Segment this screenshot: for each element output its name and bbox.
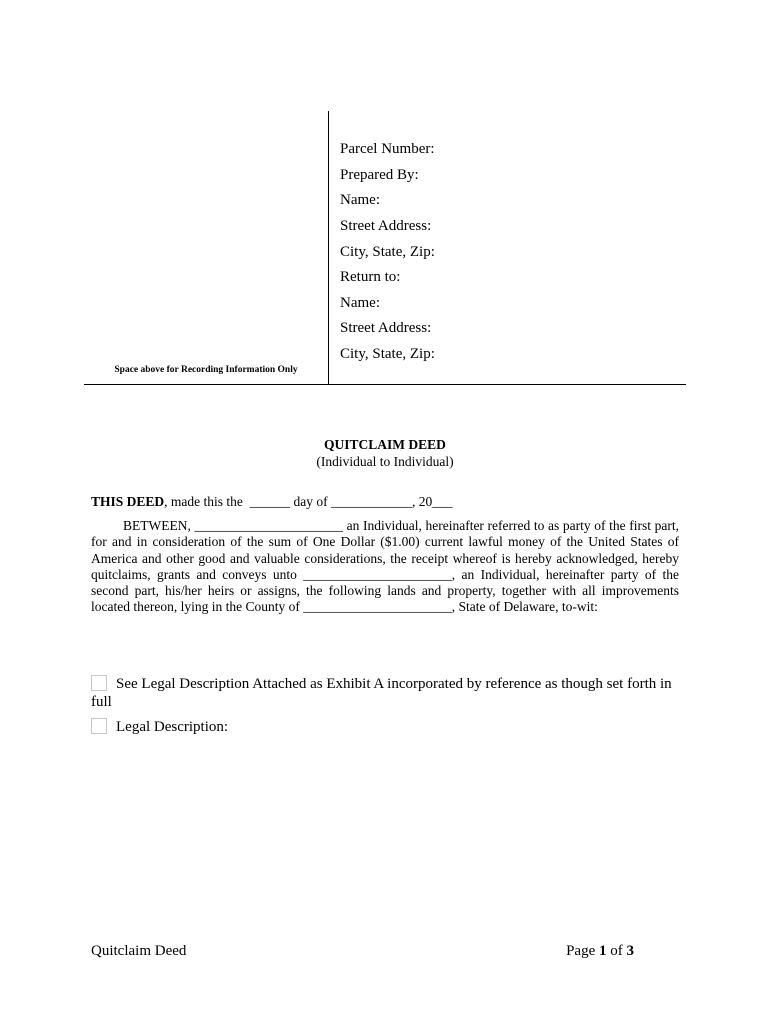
legal-description-checkbox[interactable] [91, 718, 107, 734]
deed-body-paragraph: BETWEEN, ______________________ an Individual, hereinafter referred to as party of the first part, for and in consideration of the sum of One Dollar ($1.00) current lawful money of the United States of America and other good and valuable considerations, the receipt whereof is hereby acknowledged, hereby quitclaims, grants and conveys unto ______________________, an Individual, hereinafter party of the second part, his/her heirs or assigns, the following lands and property, together with all improvements located thereon, lying in the County of ______________________, State of Delaware, to-wit: [91, 518, 679, 615]
page-current: 1 [599, 943, 607, 959]
page-prefix: Page [566, 943, 599, 959]
page-of: of [606, 943, 627, 959]
legal-description-label: Legal Description: [116, 719, 229, 735]
recording-space-note: Space above for Recording Information Only [114, 365, 298, 375]
footer-page-number [566, 943, 634, 960]
prepared-by-city-label: City, State, Zip: [340, 244, 435, 260]
recording-divider-vertical [328, 111, 329, 384]
return-to-street-label: Street Address: [340, 320, 432, 336]
return-to-city-label: City, State, Zip: [340, 346, 435, 362]
document-subtitle: (Individual to Individual) [316, 454, 454, 469]
footer-document-name: Quitclaim Deed [91, 943, 187, 959]
deed-intro [91, 494, 453, 510]
prepared-by-street-label: Street Address: [340, 218, 432, 234]
deed-intro-rest: , made this the ______ day of ____________, 20___ [164, 494, 453, 509]
return-to-name-label: Name: [340, 295, 380, 311]
prepared-by-name-label: Name: [340, 192, 380, 208]
document-title: QUITCLAIM DEED [324, 437, 446, 452]
recording-divider-horizontal [84, 384, 686, 385]
exhibit-a-label: See Legal Description Attached as Exhibit A incorporated by reference as though set forth in full [91, 676, 672, 710]
page-total: 3 [626, 943, 634, 959]
return-to-label: Return to: [340, 269, 401, 285]
parcel-number-label: Parcel Number: [340, 141, 435, 157]
deed-intro-bold: THIS DEED [91, 494, 165, 509]
prepared-by-label: Prepared By: [340, 167, 419, 183]
